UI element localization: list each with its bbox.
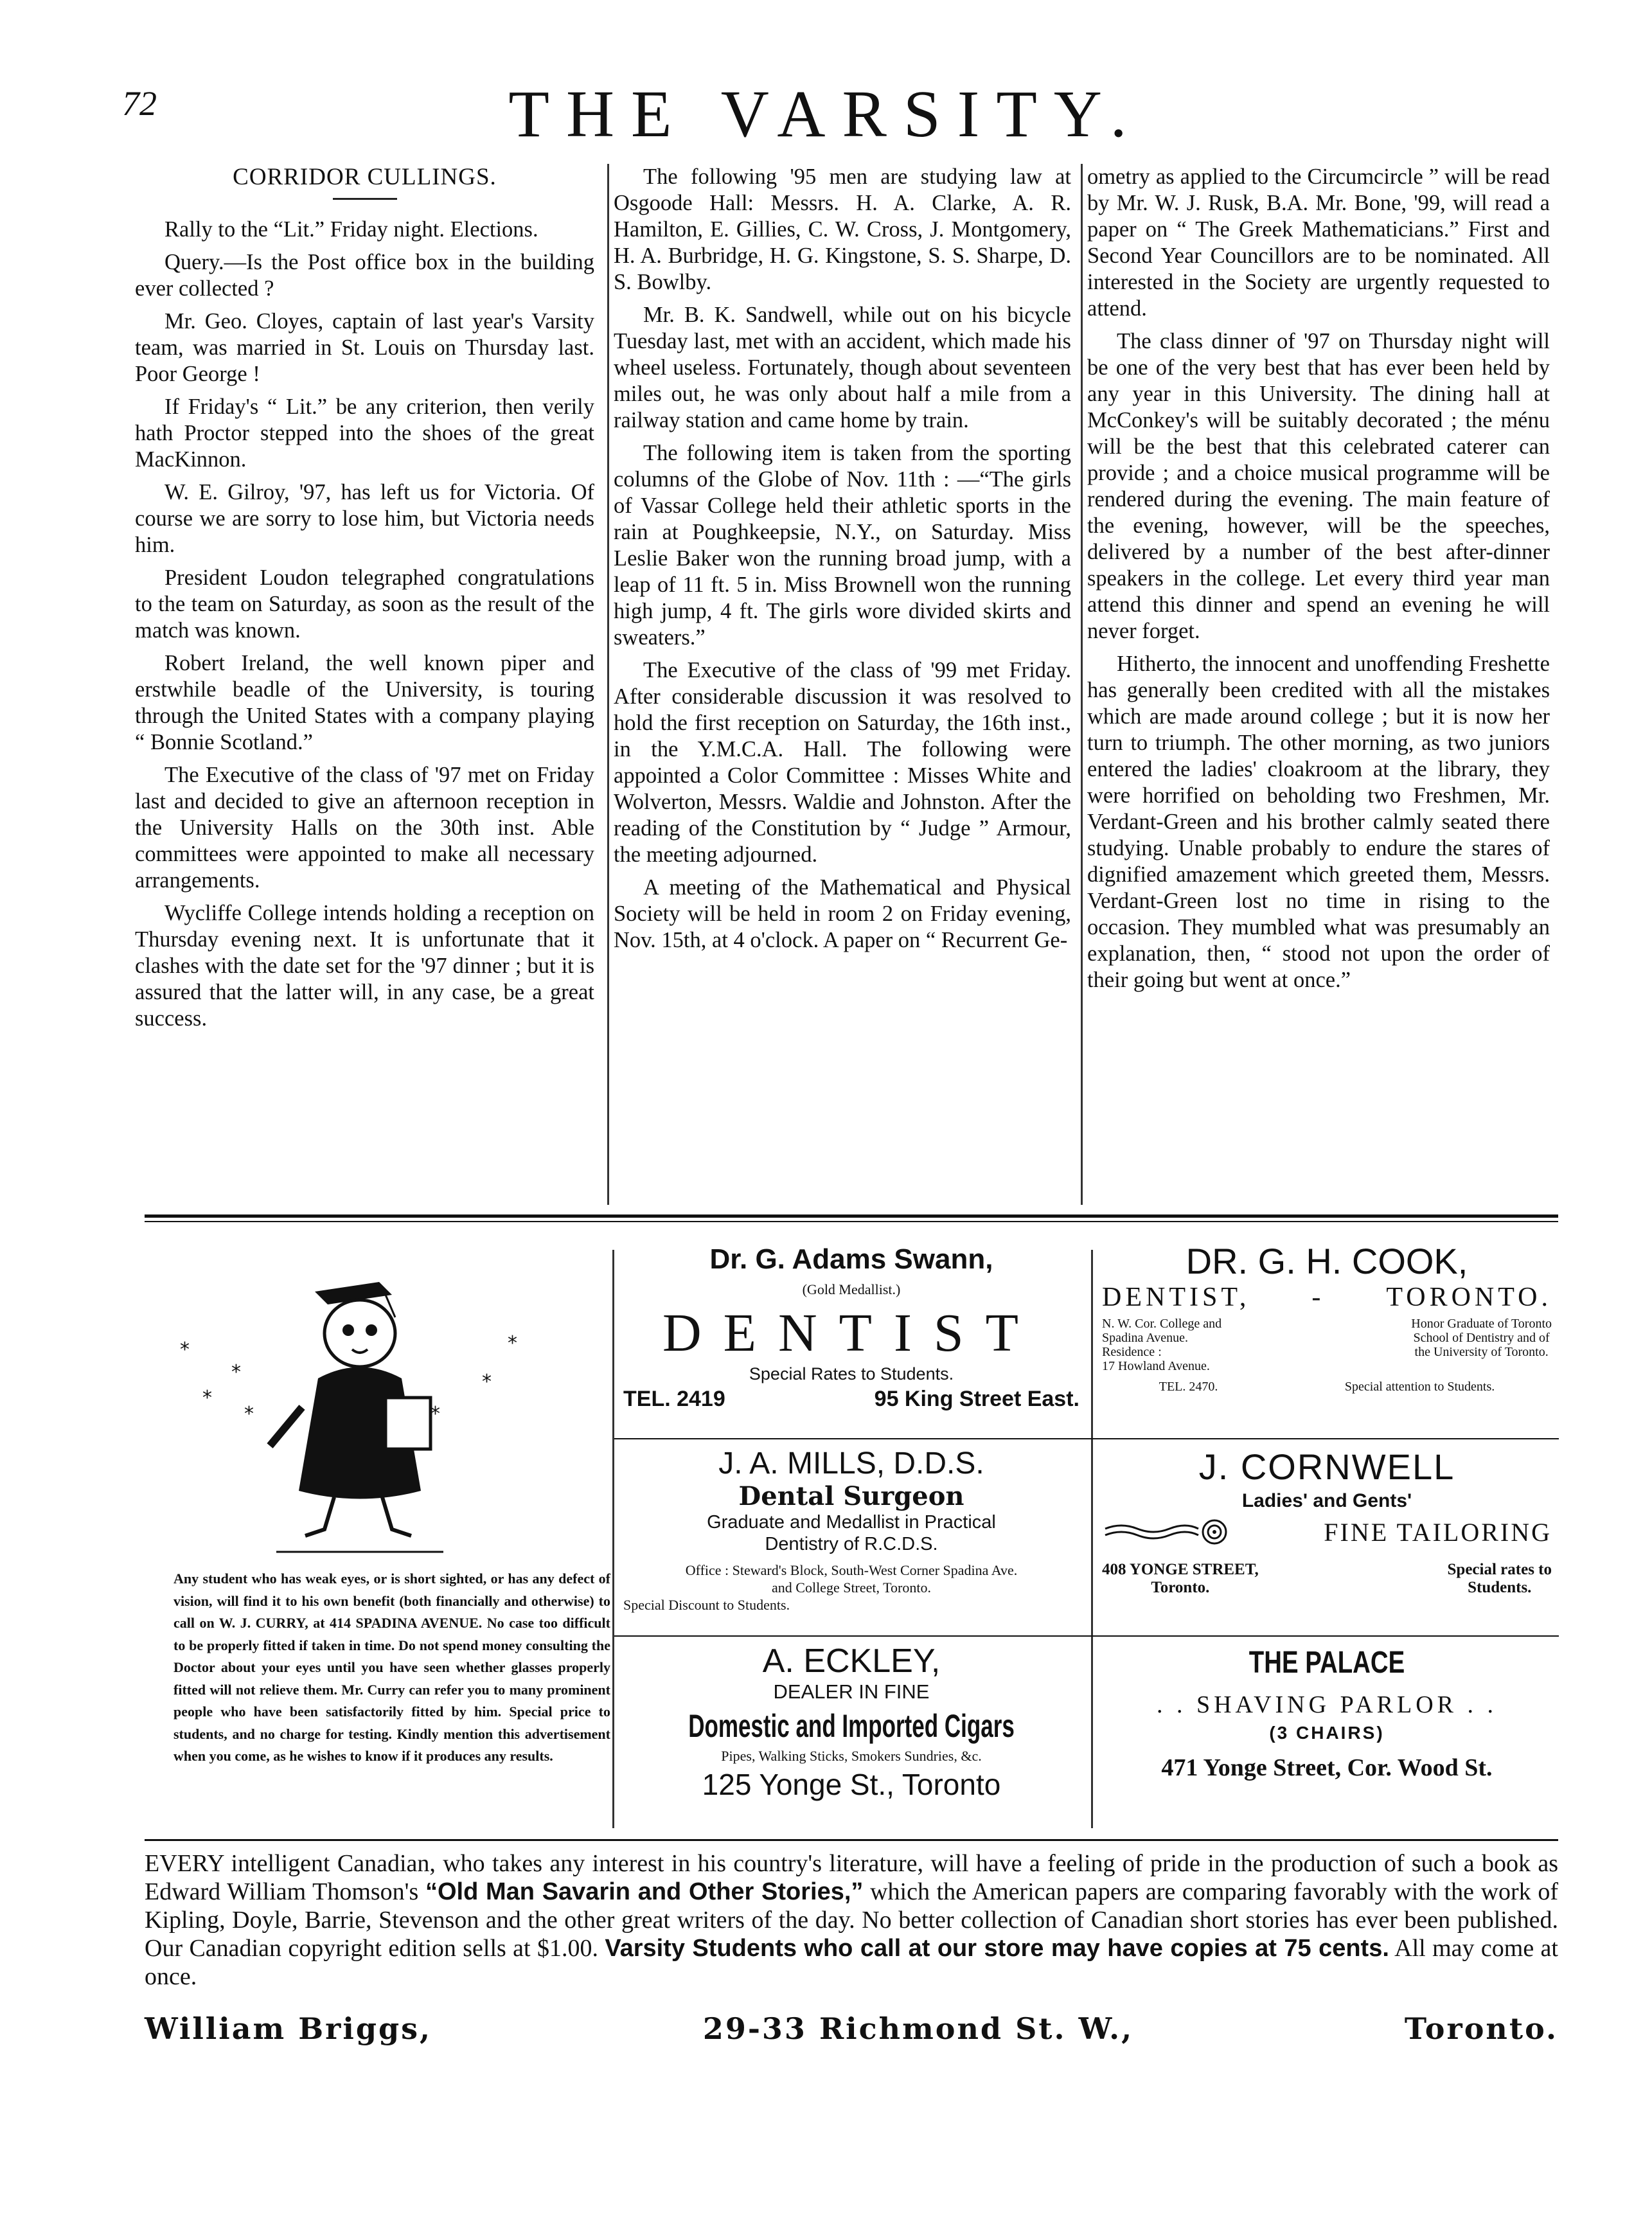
publisher-address: 29-33 Richmond St. W., [702, 2011, 1134, 2046]
news-item: The Executive of the class of '97 met on Friday last and decided to give an afternoon reception in the University Halls on the 30th inst. Able committees were appointed to make all necessary arrangements. [135, 763, 594, 893]
news-item: Mr. B. K. Sandwell, while out on his bicycle Tuesday last, met with an accident, which made his wheel useless. Fortunately, though about seventeen miles out, he was only about half a mile from a railway station and came home by train. [614, 303, 1071, 432]
ad-intro-text: EVERY intelligent Canadian, who takes any interest in his country's literature, will have a feeling of pride in the production of such a book as Edward William Thomson's [145, 1850, 1558, 1905]
cook-credential-line: Honor Graduate of Toronto [1411, 1317, 1552, 1331]
eckley-sundries: Pipes, Walking Sticks, Smokers Sundries, &c. [721, 1748, 982, 1764]
palace-chairs: (3 CHAIRS) [1269, 1723, 1385, 1743]
cook-address-line: Spadina Avenue. [1102, 1331, 1189, 1345]
palace-address: 471 Yonge Street, Cor. Wood St. [1161, 1754, 1493, 1781]
svg-text:*: * [244, 1403, 254, 1425]
cornwell-name: J. CORNWELL [1198, 1446, 1455, 1487]
news-item: The Executive of the class of '99 met Friday. After considerable discussion it was resolved to hold the first reception on Saturday, the 16th inst., in the Y.M.C.A. Hall. The following were appointed a Color Committee : Misses White and Wolverton, Messrs. Waldie and Johnston. After the reading of the Constitution by “ Judge ” Armour, the meeting adjourned. [614, 658, 1071, 867]
cornwell-title: FINE TAILORING [1324, 1517, 1552, 1547]
palace-name: THE PALACE [1248, 1646, 1405, 1680]
swann-name: Dr. G. Adams Swann, [709, 1243, 993, 1275]
ad-body-text: which the American papers are comparing favorably with the work of Kipling, Doyle, Barrie, Stevenson and the other great writers of the day. No better collection of Canadian short stories has ever been published. Our Canadian copyright edition sells at $1.00. [145, 1878, 1558, 1962]
ornament-scroll-icon [1102, 1516, 1230, 1548]
publisher-name: William Briggs, [145, 2011, 432, 2046]
cook-address-line: 17 Howland Avenue. [1102, 1359, 1210, 1373]
svg-text:*: * [431, 1403, 440, 1425]
news-item: Query.—Is the Post office box in the building ever collected ? [135, 250, 594, 301]
article-column-3 [1087, 164, 1550, 1000]
svg-text:*: * [482, 1371, 492, 1393]
cook-credential-line: the University of Toronto. [1414, 1345, 1549, 1359]
briggs-book-ad [145, 1849, 1558, 1991]
eckley-name: A. ECKLEY, [762, 1642, 941, 1680]
ad-divider [1091, 1250, 1093, 1828]
ad-section-rule [145, 1221, 1558, 1222]
news-item: Wycliffe College intends holding a reception on Thursday evening next. It is unfortunate that it clashes with the date set for the '97 dinner ; but it is assured that the latter will, in any case, be a great success. [135, 901, 594, 1031]
cook-address-line: N. W. Cor. College and [1102, 1317, 1222, 1331]
svg-text:*: * [202, 1387, 212, 1409]
masthead-title: THE VARSITY. [508, 77, 1144, 151]
heading-rule [333, 198, 397, 200]
cook-address-line: Residence : [1102, 1345, 1162, 1359]
svg-text:*: * [180, 1339, 190, 1361]
cornwell-tailor-ad [1096, 1446, 1558, 1597]
cook-credential-line: School of Dentistry and of [1413, 1331, 1550, 1345]
news-item: Mr. Geo. Cloyes, captain of last year's Varsity team, was married in St. Louis on Thursday last. Poor George ! [135, 309, 594, 386]
cook-tel: TEL. 2470. [1159, 1380, 1218, 1394]
news-item: The following item is taken from the sporting columns of the Globe of Nov. 11th : —“The girls of Vassar College held their athletic sports in the rain at Poughkeepsie, N.Y., on Saturday. Miss Leslie Baker won the running broad jump, with a leap of 11 ft. 5 in. Miss Brownell won the running high jump, 4 ft. The girls wore divided skirts and sweaters.” [614, 441, 1071, 650]
palace-title: . . SHAVING PARLOR . . [1156, 1691, 1498, 1718]
news-item: The class dinner of '97 on Thursday night will be one of the very best that has ever been held by any year in this University. The dining hall at McConkey's will be suitably decorated ; the ménu will be the best that this celebrated caterer can provide ; and a choice musical programme will be rendered during the evening. The main feature of the evening, however, will be the speeches, delivered by a number of the best after-dinner speakers in the college. Let every third year man attend this dinner and spend an evening he will never forget. [1087, 329, 1550, 643]
mills-name: J. A. MILLS, D.D.S. [718, 1446, 984, 1481]
swann-tel: TEL. 2419 [623, 1387, 725, 1411]
news-item: W. E. Gilroy, '97, has left us for Victoria. Of course we are sorry to lose him, but Victoria needs him. [135, 480, 594, 557]
news-item: Robert Ireland, the well known piper and erstwhile beadle of the University, is touring through the United States with a company playing “ Bonnie Scotland.” [135, 651, 594, 754]
news-item: The following '95 men are studying law at Osgoode Hall: Messrs. H. A. Clarke, A. R. Hamilton, E. Gillies, C. W. Cross, J. Montgomery, H. A. Burbridge, H. G. Kingstone, S. S. Sharpe, D. S. Bowlby. [614, 165, 1071, 294]
eckley-cigar-ad [617, 1642, 1086, 1802]
svg-text:*: * [231, 1361, 241, 1383]
column-divider [1081, 164, 1083, 1205]
eckley-product: Domestic and Imported Cigars [688, 1708, 1015, 1744]
mills-discount: Special Discount to Students. [623, 1597, 790, 1613]
ad-divider [614, 1438, 1559, 1439]
cook-dentist-ad [1096, 1240, 1558, 1394]
news-item: President Loudon telegraphed congratulations to the team on Saturday, as soon as the result of the match was known. [135, 565, 594, 643]
news-item: If Friday's “ Lit.” be any criterion, then verily hath Proctor stepped into the shoes of the great MacKinnon. [135, 395, 594, 472]
publisher-city: Toronto. [1404, 2011, 1558, 2046]
article-column-1 [135, 164, 594, 1038]
swann-rates: Special Rates to Students. [749, 1364, 954, 1383]
cornwell-rates: Students. [1468, 1579, 1532, 1596]
page-number: 72 [122, 84, 157, 123]
ad-divider [614, 1635, 1559, 1637]
news-item: Rally to the “Lit.” Friday night. Elections. [164, 217, 538, 242]
ad-section-rule [145, 1214, 1558, 1218]
section-heading: CORRIDOR CULLINGS. [233, 164, 497, 190]
cornwell-address: 408 YONGE STREET, [1102, 1561, 1259, 1578]
mills-line-2: Dentistry of R.C.D.S. [765, 1534, 938, 1554]
book-title: “Old Man Savarin and Other Stories,” [425, 1878, 864, 1905]
mills-title: Dental Surgeon [738, 1481, 964, 1511]
column-divider [607, 164, 609, 1205]
news-item: ometry as applied to the Circumcircle ” will be read by Mr. W. J. Rusk, B.A. Mr. Bone, '99, will read a paper on “ The Greek Mathematicians.” First and Second Year Councillors are to be nominated. All interested in the Society are urgently requested to attend. [1087, 165, 1550, 321]
swann-dentist-ad [617, 1243, 1086, 1412]
cook-note: Special attention to Students. [1344, 1380, 1495, 1394]
article-column-2 [614, 164, 1071, 960]
news-item: Hitherto, the innocent and unoffending Freshette has generally been credited with all the mistakes which are made around college ; but it is now her turn to triumph. The other morning, as two juniors entered the ladies' cloakroom at the library, they were horrified on beholding two Freshmen, Mr. Verdant-Green and his brother calmly seated there studying. Unable probably to endure the stares of dignified amazement which greeted them, Messrs. Verdant-Green lost no time in rising to the occasion. They mumbled what was presumably an explanation, then, “ stood not upon the order of their going but went at once.” [1087, 652, 1550, 992]
news-item: A meeting of the Mathematical and Physical Society will be held in room 2 on Friday evening, Nov. 15th, at 4 o'clock. A paper on “ Recurrent Ge- [614, 875, 1071, 952]
swann-dentist-title: DENTIST [662, 1303, 1040, 1363]
swann-address: 95 King Street East. [874, 1387, 1079, 1411]
mills-line-1: Graduate and Medallist in Practical [707, 1512, 996, 1533]
mills-office: Office : Steward's Block, South-West Corner Spadina Ave. [685, 1562, 1018, 1578]
curry-optician-notice: Any student who has weak eyes, or is short sighted, or has any defect of vision, will find it to his own benefit (both financially and otherwise) to call on W. J. CURRY, at 414 SPADINA AVENUE. No case too difficult to be properly fitted if taken in time. Do not spend money consulting the Doctor about your eyes until you have seen whether glasses properly fitted will not relieve them. Mr. Curry can refer you to many prominent people who have been satisfactorily fitted by him. Special price to students, and no charge for testing. Kindly mention this advertisement when you come, as he wishes to know if it produces any results. [173, 1570, 610, 1764]
cornwell-city: Toronto. [1151, 1579, 1210, 1596]
student-offer: Varsity Students who call at our store may have copies at 75 cents. [605, 1935, 1389, 1962]
cook-dash: - [1311, 1283, 1325, 1312]
ad-divider [612, 1250, 614, 1828]
eckley-dealer: DEALER IN FINE [773, 1680, 930, 1703]
ad-divider [145, 1839, 1558, 1841]
cornwell-rates: Special rates to [1447, 1561, 1552, 1578]
palace-shaving-ad [1096, 1645, 1558, 1782]
cook-dentist-label: DENTIST, [1102, 1283, 1250, 1312]
swann-medal: (Gold Medallist.) [802, 1281, 901, 1297]
mills-office: and College Street, Toronto. [772, 1579, 931, 1596]
cook-name: DR. G. H. COOK, [1186, 1241, 1468, 1281]
ad-closing-text: All may come at once. [145, 1935, 1558, 1990]
svg-text:*: * [508, 1332, 517, 1355]
cook-city: TORONTO. [1386, 1283, 1552, 1312]
cornwell-sub: Ladies' and Gents' [1241, 1490, 1412, 1511]
eckley-address: 125 Yonge St., Toronto [702, 1768, 1001, 1801]
mills-dentist-ad [617, 1446, 1086, 1614]
student-cartoon-illustration [173, 1259, 585, 1555]
